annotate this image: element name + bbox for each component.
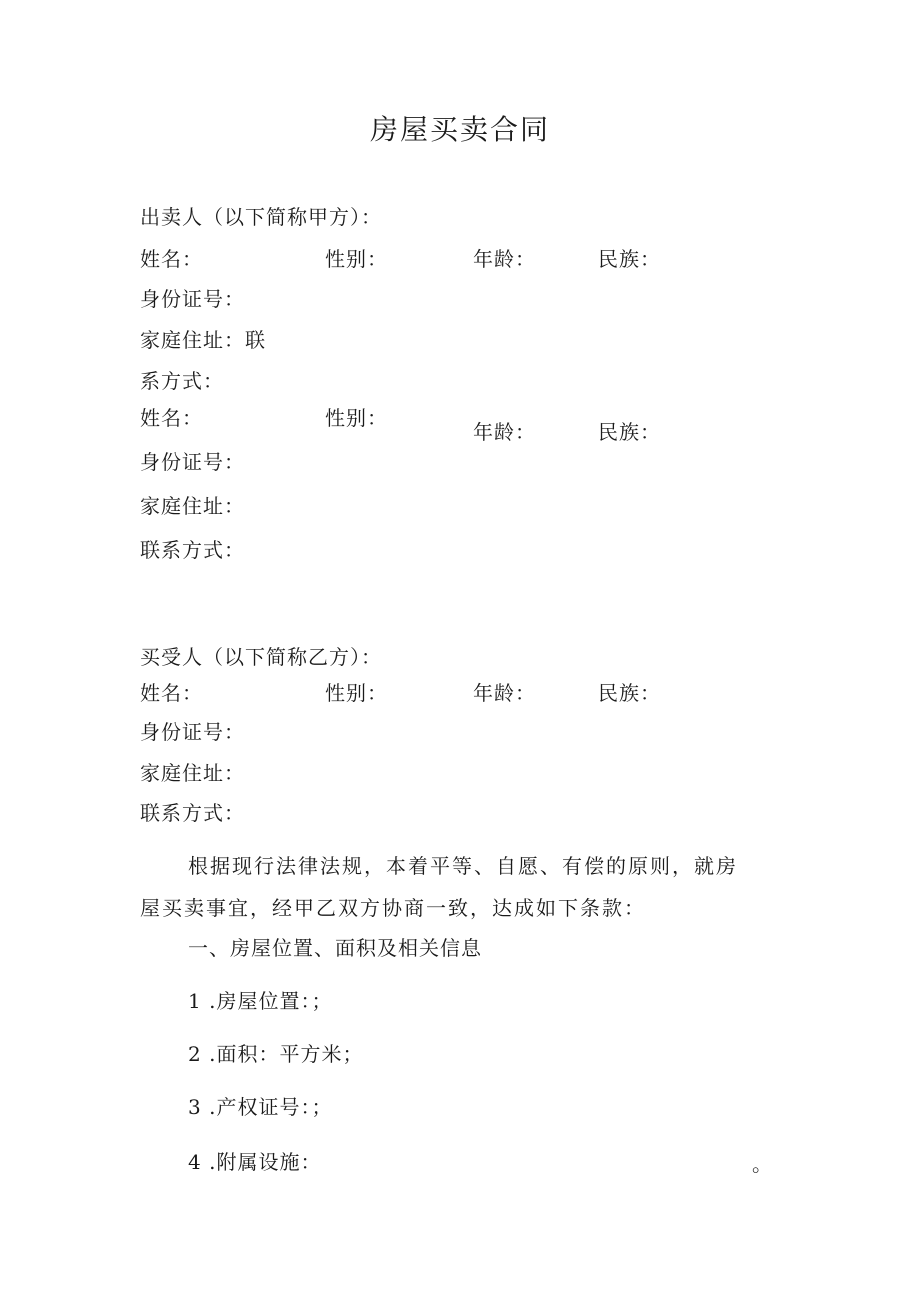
seller1-name-label: 姓名： [140,247,203,271]
section1-item-certificate: 3 .产权证号：； [188,1095,333,1119]
buyer-ethnicity-label: 民族： [598,681,661,705]
buyer-id-label: 身份证号： [140,720,245,744]
buyer-age-label: 年龄： [473,681,536,705]
section1-item-area: 2 .面积：平方米； [188,1042,364,1066]
section1-item-facilities: 4 .附属设施： [188,1150,322,1174]
buyer-address-label: 家庭住址： [140,761,245,785]
buyer-heading: 买受人（以下简称乙方）： [140,645,382,669]
seller2-id-label: 身份证号： [140,450,245,474]
section1-item-location: 1 .房屋位置：； [188,989,333,1013]
seller2-address-label: 家庭住址： [140,494,245,518]
seller2-contact-label: 联系方式： [140,538,245,562]
seller1-gender-label: 性别： [325,247,388,271]
document-title: 房屋买卖合同 [369,113,550,146]
seller2-name-label: 姓名： [140,406,203,430]
seller1-age-label: 年龄： [473,247,536,271]
seller2-gender-label: 性别： [325,406,388,430]
seller-heading: 出卖人（以下简称甲方）： [140,205,382,229]
buyer-gender-label: 性别： [325,681,388,705]
preamble-line-2: 屋买卖事宜，经甲乙双方协商一致，达成如下条款： [140,896,646,920]
preamble-line-1: 根据现行法律法规，本着平等、自愿、有偿的原则，就房 [188,854,738,878]
seller1-id-label: 身份证号： [140,287,245,311]
section1-item-facilities-end: 。 [752,1152,773,1176]
seller1-address-label: 家庭住址：联 [140,328,266,352]
buyer-contact-label: 联系方式： [140,801,245,825]
seller2-ethnicity-label: 民族： [598,420,661,444]
section1-heading: 一、房屋位置、面积及相关信息 [188,936,482,960]
seller1-ethnicity-label: 民族： [598,247,661,271]
seller1-contact-label: 系方式： [140,369,224,393]
buyer-name-label: 姓名： [140,681,203,705]
seller2-age-label: 年龄： [473,420,536,444]
